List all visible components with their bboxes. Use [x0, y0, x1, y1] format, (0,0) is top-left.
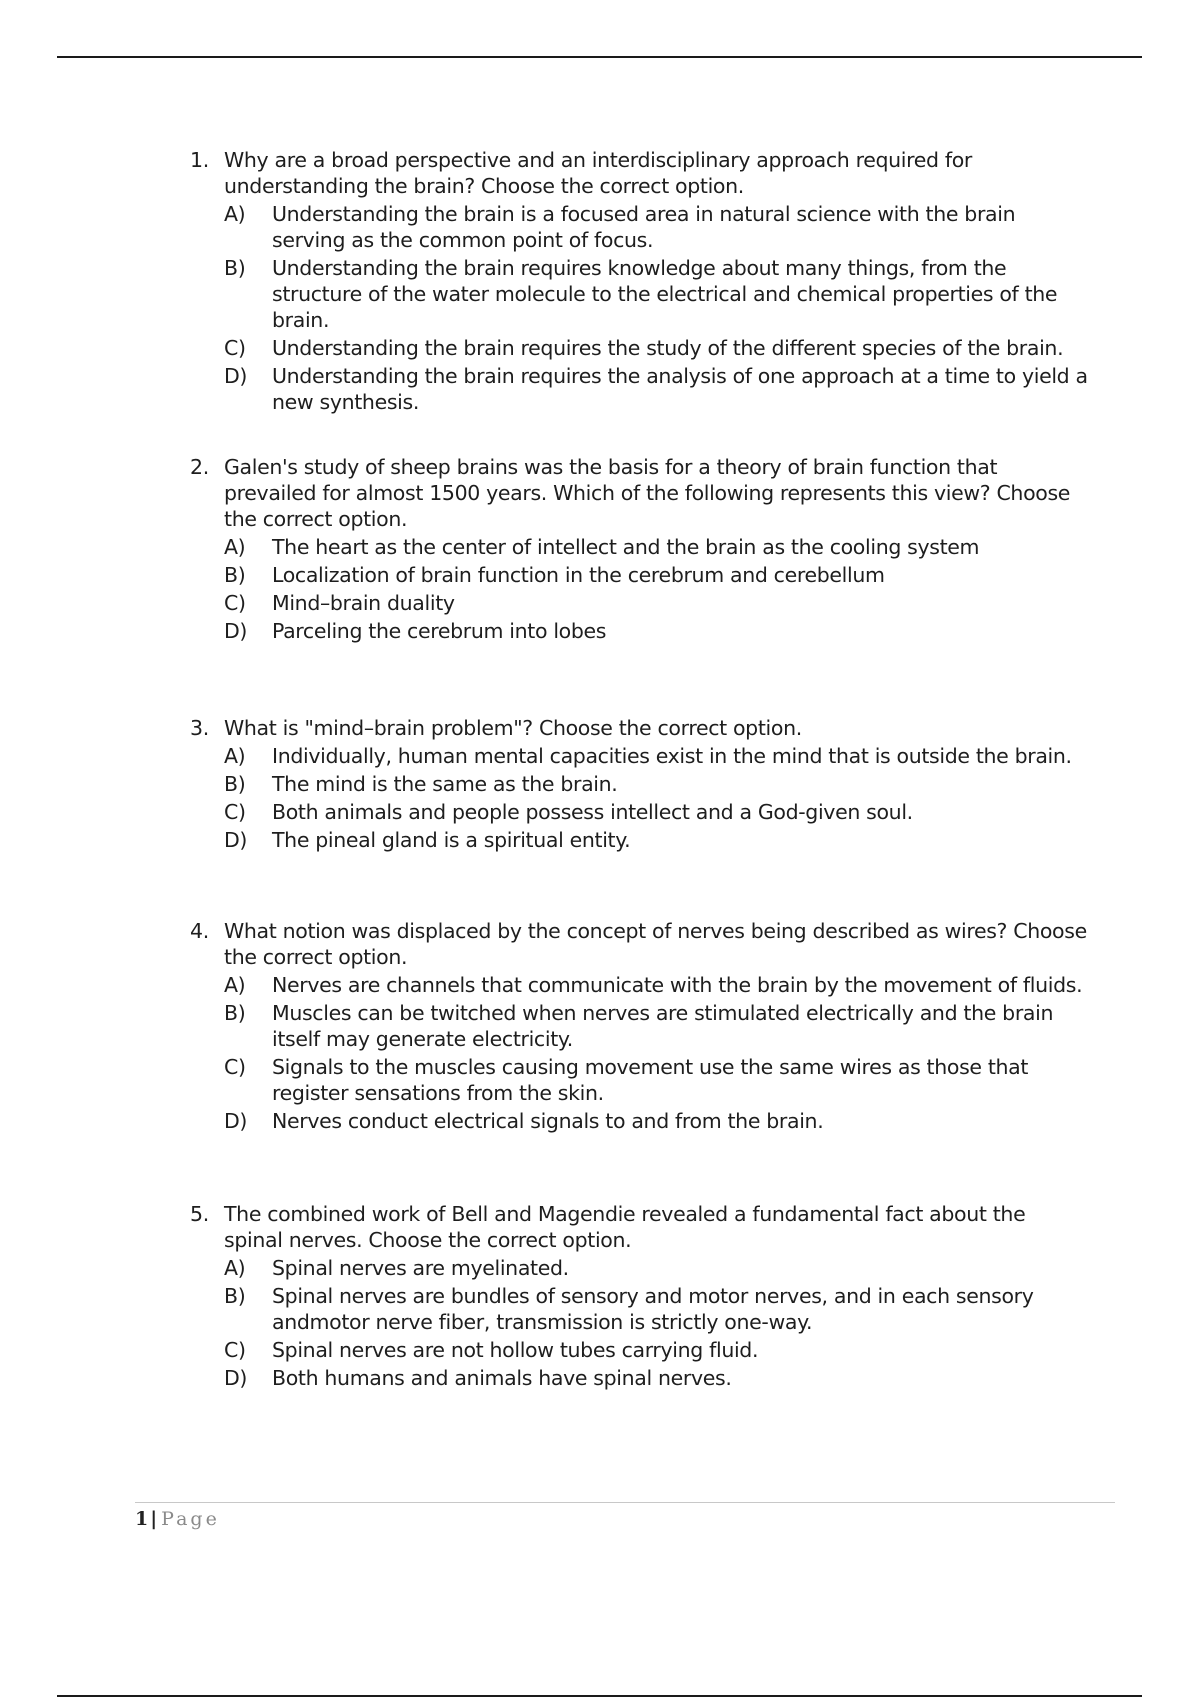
option-b: [224, 562, 1090, 588]
option-letter: A): [224, 202, 246, 226]
option-a: [224, 201, 1090, 253]
option-b: [224, 1283, 1090, 1335]
question-stem: [190, 454, 1090, 532]
question-number: 4.: [190, 919, 209, 943]
option-letter: C): [224, 1055, 246, 1079]
question-number: 1.: [190, 148, 209, 172]
option-list: [190, 201, 1090, 415]
option-text: Nerves are channels that communicate with the brain by the movement of fluids.: [272, 973, 1083, 997]
option-d: [224, 363, 1090, 415]
option-text: The pineal gland is a spiritual entity.: [272, 828, 631, 852]
option-text: Parceling the cerebrum into lobes: [272, 619, 607, 643]
bottom-rule: [57, 1695, 1142, 1697]
option-letter: C): [224, 591, 246, 615]
option-letter: B): [224, 256, 246, 280]
question-1: [190, 147, 1090, 415]
option-list: [190, 1255, 1090, 1391]
question-4: [190, 918, 1090, 1134]
option-text: Spinal nerves are bundles of sensory and motor nerves, and in each sensory andmotor nerve fiber, transmission is strictly one-way.: [272, 1284, 1034, 1334]
option-text: Spinal nerves are myelinated.: [272, 1256, 569, 1280]
option-c: [224, 335, 1090, 361]
option-text: Localization of brain function in the cerebrum and cerebellum: [272, 563, 885, 587]
option-text: Individually, human mental capacities exist in the mind that is outside the brain.: [272, 744, 1072, 768]
option-a: [224, 1255, 1090, 1281]
footer-separator: |: [150, 1508, 158, 1530]
option-d: [224, 618, 1090, 644]
option-text: Understanding the brain requires the analysis of one approach at a time to yield a new synthesis.: [272, 364, 1088, 414]
page-footer: [135, 1508, 220, 1530]
page-number: 1: [135, 1508, 149, 1530]
option-text: Signals to the muscles causing movement use the same wires as those that register sensations from the skin.: [272, 1055, 1029, 1105]
question-text: What notion was displaced by the concept of nerves being described as wires? Choose the correct option.: [224, 919, 1087, 969]
option-letter: D): [224, 1109, 248, 1133]
question-text: Why are a broad perspective and an interdisciplinary approach required for understanding the brain? Choose the correct option.: [224, 148, 973, 198]
question-stem: [190, 147, 1090, 199]
question-text: What is "mind–brain problem"? Choose the correct option.: [224, 716, 802, 740]
question-number: 2.: [190, 455, 209, 479]
option-b: [224, 1000, 1090, 1052]
option-text: Mind–brain duality: [272, 591, 455, 615]
option-text: Muscles can be twitched when nerves are stimulated electrically and the brain itself may generate electricity.: [272, 1001, 1054, 1051]
footer-rule: [135, 1502, 1115, 1503]
option-d: [224, 827, 1090, 853]
option-letter: A): [224, 973, 246, 997]
option-letter: C): [224, 336, 246, 360]
question-stem: [190, 715, 1090, 741]
option-list: [190, 534, 1090, 644]
option-letter: D): [224, 1366, 248, 1390]
option-letter: D): [224, 364, 248, 388]
option-text: Both humans and animals have spinal nerves.: [272, 1366, 732, 1390]
option-letter: D): [224, 828, 248, 852]
option-letter: B): [224, 772, 246, 796]
option-text: Understanding the brain requires the study of the different species of the brain.: [272, 336, 1064, 360]
option-letter: B): [224, 1001, 246, 1025]
top-rule: [57, 56, 1142, 58]
option-c: [224, 590, 1090, 616]
option-d: [224, 1365, 1090, 1391]
option-a: [224, 743, 1090, 769]
question-stem: [190, 1201, 1090, 1253]
option-text: Both animals and people possess intellect and a God-given soul.: [272, 800, 913, 824]
option-text: The mind is the same as the brain.: [272, 772, 618, 796]
option-b: [224, 255, 1090, 333]
question-5: [190, 1201, 1090, 1391]
option-a: [224, 534, 1090, 560]
option-text: Understanding the brain is a focused area in natural science with the brain serving as the common point of focus.: [272, 202, 1016, 252]
option-letter: B): [224, 1284, 246, 1308]
option-text: Nerves conduct electrical signals to and from the brain.: [272, 1109, 824, 1133]
option-letter: D): [224, 619, 248, 643]
question-number: 5.: [190, 1202, 209, 1226]
option-letter: C): [224, 1338, 246, 1362]
option-text: The heart as the center of intellect and the brain as the cooling system: [272, 535, 980, 559]
option-list: [190, 972, 1090, 1134]
option-list: [190, 743, 1090, 853]
question-3: [190, 715, 1090, 853]
question-text: The combined work of Bell and Magendie revealed a fundamental fact about the spinal nerves. Choose the correct option.: [224, 1202, 1026, 1252]
question-number: 3.: [190, 716, 209, 740]
page-label: Page: [161, 1508, 220, 1530]
option-letter: A): [224, 744, 246, 768]
option-letter: A): [224, 1256, 246, 1280]
option-letter: A): [224, 535, 246, 559]
question-2: [190, 454, 1090, 644]
question-text: Galen's study of sheep brains was the basis for a theory of brain function that prevailed for almost 1500 years. Which of the following represents this view? Choose the correct option.: [224, 455, 1071, 531]
option-text: Understanding the brain requires knowledge about many things, from the structure of the water molecule to the electrical and chemical properties of the brain.: [272, 256, 1058, 332]
option-c: [224, 1337, 1090, 1363]
option-letter: C): [224, 800, 246, 824]
question-stem: [190, 918, 1090, 970]
option-c: [224, 799, 1090, 825]
option-letter: B): [224, 563, 246, 587]
option-b: [224, 771, 1090, 797]
option-d: [224, 1108, 1090, 1134]
option-c: [224, 1054, 1090, 1106]
option-text: Spinal nerves are not hollow tubes carrying fluid.: [272, 1338, 759, 1362]
option-a: [224, 972, 1090, 998]
